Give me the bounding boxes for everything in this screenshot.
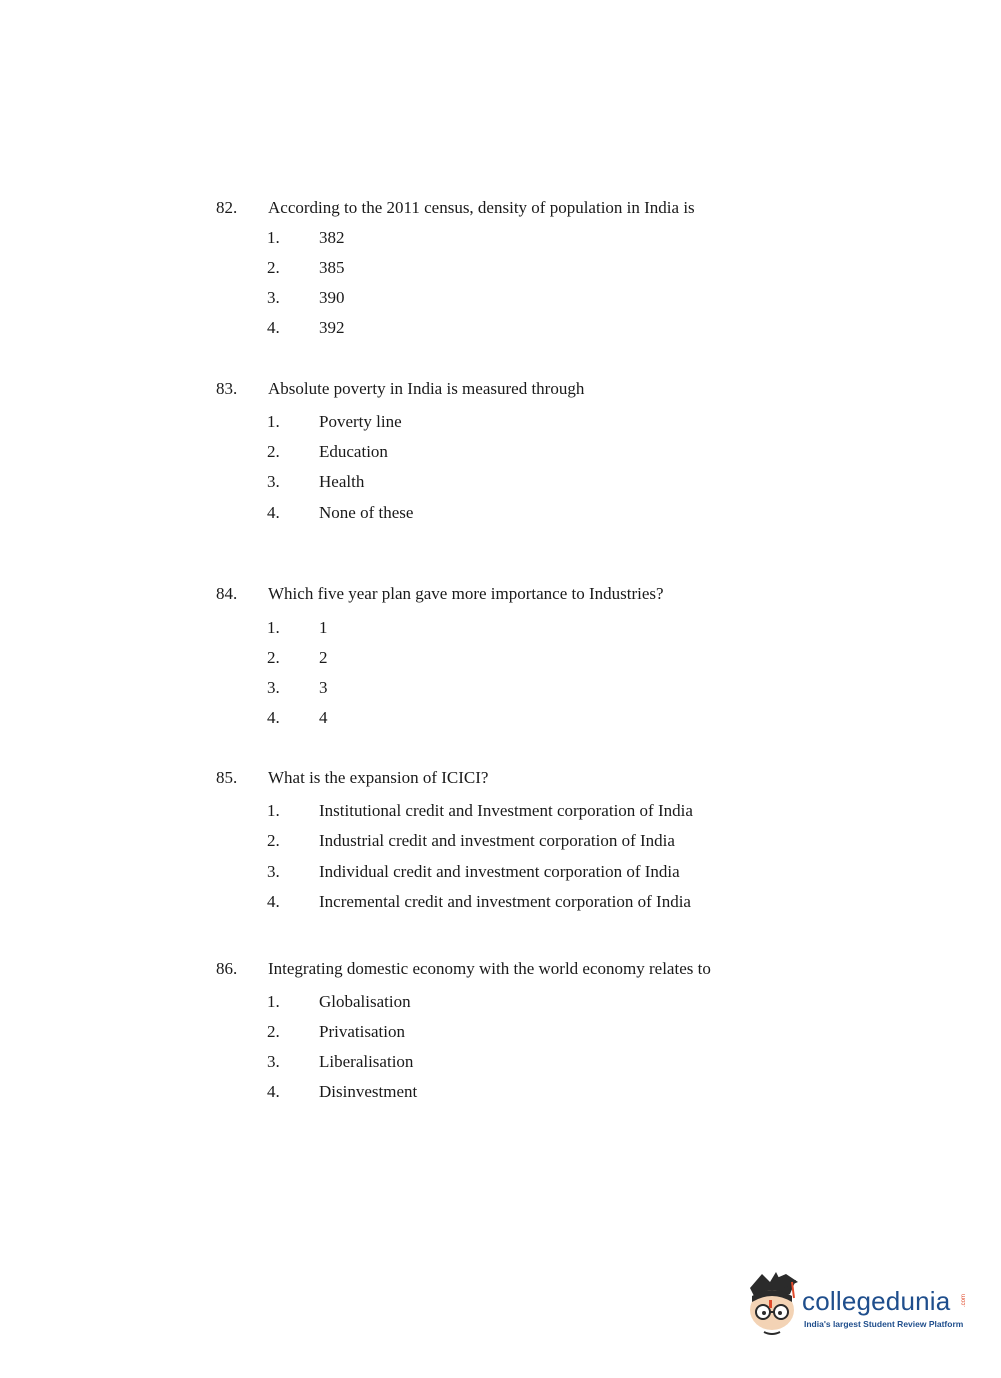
option-text: Health — [319, 472, 365, 491]
option-number: 3. — [267, 862, 280, 881]
option — [0, 472, 1001, 496]
option-number: 4. — [267, 318, 280, 337]
option — [0, 258, 1001, 282]
option — [0, 708, 1001, 732]
option — [0, 1022, 1001, 1046]
option-text: Poverty line — [319, 412, 402, 431]
option-number: 4. — [267, 1082, 280, 1101]
option-number: 1. — [267, 228, 280, 247]
option — [0, 412, 1001, 436]
option-text: 390 — [319, 288, 345, 307]
option-number: 2. — [267, 442, 280, 461]
option-number: 1. — [267, 618, 280, 637]
option-number: 2. — [267, 1022, 280, 1041]
question-text: Which five year plan gave more importance to Industries? — [268, 584, 664, 603]
option — [0, 503, 1001, 527]
option-text: 4 — [319, 708, 328, 727]
option — [0, 228, 1001, 252]
option-number: 2. — [267, 831, 280, 850]
option-number: 1. — [267, 801, 280, 820]
option — [0, 992, 1001, 1016]
option-text: 392 — [319, 318, 345, 337]
question-text: According to the 2011 census, density of population in India is — [268, 198, 695, 217]
option — [0, 618, 1001, 642]
option-number: 1. — [267, 992, 280, 1011]
option-text: Globalisation — [319, 992, 411, 1011]
mascot-icon — [742, 1270, 802, 1340]
option-number: 4. — [267, 503, 280, 522]
option-text: 385 — [319, 258, 345, 277]
option — [0, 678, 1001, 702]
option-text: Individual credit and investment corporation of India — [319, 862, 680, 881]
option — [0, 442, 1001, 466]
logo-suffix: .com — [961, 1294, 967, 1308]
question-number: 83. — [216, 379, 238, 398]
option-number: 3. — [267, 472, 280, 491]
logo-wordmark: collegedunia — [802, 1286, 951, 1316]
option — [0, 862, 1001, 886]
option-number: 3. — [267, 678, 280, 697]
option-number: 3. — [267, 288, 280, 307]
option-text: Industrial credit and investment corporation of India — [319, 831, 675, 850]
option-number: 2. — [267, 258, 280, 277]
question-number: 85. — [216, 768, 238, 787]
option — [0, 1082, 1001, 1106]
question-number: 82. — [216, 198, 238, 217]
option-text: 382 — [319, 228, 345, 247]
option-text: Liberalisation — [319, 1052, 414, 1071]
option — [0, 1052, 1001, 1076]
question-text: Integrating domestic economy with the world economy relates to — [268, 959, 711, 978]
option-number: 1. — [267, 412, 280, 431]
option-text: Incremental credit and investment corporation of India — [319, 892, 691, 911]
option — [0, 288, 1001, 312]
option-number: 2. — [267, 648, 280, 667]
option — [0, 318, 1001, 342]
option-text: 3 — [319, 678, 328, 697]
option-text: Privatisation — [319, 1022, 405, 1041]
option-number: 4. — [267, 708, 280, 727]
option-text: 1 — [319, 618, 328, 637]
option — [0, 648, 1001, 672]
question-number: 84. — [216, 584, 238, 603]
logo-tagline: India's largest Student Review Platform — [804, 1319, 964, 1329]
option-text: Disinvestment — [319, 1082, 418, 1101]
collegedunia-logo — [742, 1270, 972, 1340]
question-number: 86. — [216, 959, 238, 978]
question-text: What is the expansion of ICICI? — [268, 768, 489, 787]
option-number: 3. — [267, 1052, 280, 1071]
option-text: None of these — [319, 503, 414, 522]
option-text: Institutional credit and Investment corporation of India — [319, 801, 693, 820]
question-text: Absolute poverty in India is measured through — [268, 379, 585, 398]
option-number: 4. — [267, 892, 280, 911]
option — [0, 831, 1001, 855]
option-text: Education — [319, 442, 388, 461]
option-text: 2 — [319, 648, 328, 667]
option — [0, 801, 1001, 825]
option — [0, 892, 1001, 916]
